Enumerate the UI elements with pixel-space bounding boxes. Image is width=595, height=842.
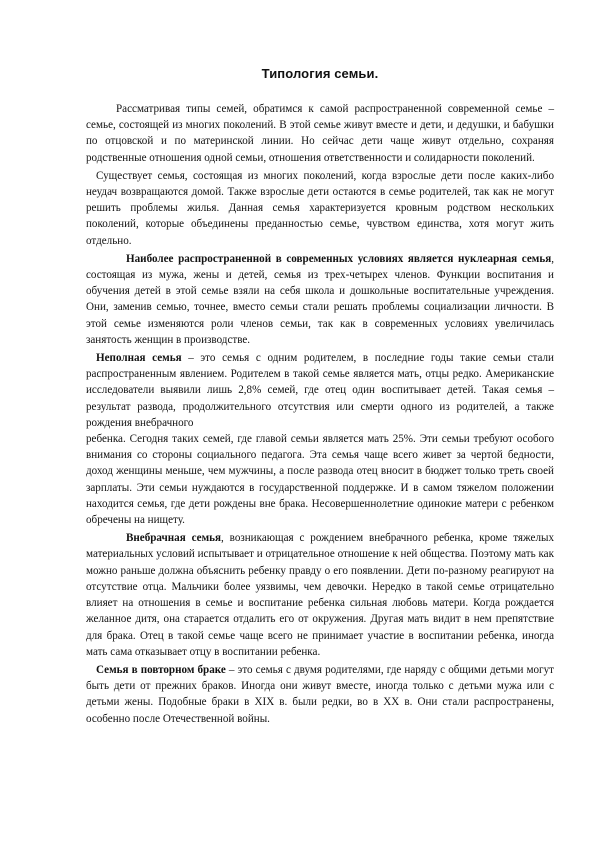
paragraph-single-parent-continued [86,431,554,528]
paragraph-remarriage [86,662,554,727]
paragraph-intro [86,101,554,166]
paragraph-text: , возникающая с рождением внебрачного ребенка, кроме тяжелых материальных условий испытывает и отрицательное отношение к ней общества. Поэтому мать как можно раньше должна объяснить ребенку правду о его появлении. Дети по-разному реагируют на отсутствие отца. Мальчики более уязвимы, чем девочки. Нередко в такой семье отрицательно влияет на отношения в семье и воспитание ребенка сильная любовь матери. Когда рождается желанное дитя, она старается отдалить его от окружения. Другая мать видит в нем препятствие для брака. Отец в такой семье чаще всего не принимает участие в воспитании ребенка, иногда мать сама отказывает отцу в воспитании ребенка. [86,532,554,658]
paragraph-text: – это семья с двумя родителями, где наряду с общими детьми могут быть дети от прежних браков. Иногда они живут вместе, иногда только с детьми мужа или с детьми жены. Подобные браки в XIX в. были редки, во в XX в. Они стали распространены, особенно после Отечественной войны. [86,663,554,725]
paragraph-multigenerational [86,168,554,249]
paragraph-term: Внебрачная семья [126,532,222,545]
document-body [86,101,554,727]
paragraph-text: Существует семья, состоящая из многих поколений, когда взрослые дети после каких-либо неудач возвращаются домой. Также взрослые дети остаются в семье родителей, так как не могут решить проблемы жилья. Данная семья характеризуется кровным родством нескольких поколений, которые объединены преданностью семье, чувством единства, хотя могут жить отдельно. [86,169,554,247]
paragraph-text: ребенка. Сегодня таких семей, где главой семьи является мать 25%. Эти семьи требуют особого внимания со стороны социального педагога. Эта семья чаще всего живет за чертой бедности, доход женщины меньше, чем мужчины, а после развода отец вносит в бюджет только треть своей зарплаты. Эти семьи нуждаются в государственной поддержке. И в самом тяжелом положении находится семья, где дети рождены вне брака. Несовершеннолетние одинокие матери с ребенком обречены на нищету. [86,433,554,527]
paragraph-text: – это семья с одним родителем, в последние годы такие семьи стали распространенным явлением. Родителем в такой семье является мать, отцы редко. Американские исследователи выявили лишь 2,8% семей, где отец один воспитывает детей. Такая семья – результат развода, продолжительного отсутствия или смерти одного из родителей, а также рождения внебрачного [86,352,554,429]
document-page [86,66,554,727]
paragraph-extramarital [86,530,554,660]
paragraph-nuclear-family [86,251,554,348]
paragraph-term: Наиболее распространенной в современных условиях является нуклеарная семья [126,252,552,265]
paragraph-text: , состоящая из мужа, жены и детей, семья из трех-четырех членов. Функции воспитания и обучения детей в этой семье взяли на себя школа и дошкольные воспитательные учреждения. Они, заменив семью, точнее, вместо семьи стали решать проблемы социализации личности. В этой семье изменяются роли членов семьи, так как в современных условиях увеличилась занятость женщин в производстве. [86,252,554,346]
paragraph-term: Неполная семья [96,352,182,365]
paragraph-single-parent [86,350,554,431]
paragraph-term: Семья в повторном браке [96,663,226,676]
document-title: Типология семьи. [261,66,379,81]
paragraph-text: Рассматривая типы семей, обратимся к самой распространенной современной семье – семье, состоящей из многих поколений. В этой семье живут вместе и дети, и дедушки, и бабушки по отцовской и по материнской линии. Но сейчас дети чаще живут отдельно, сохраняя родственные отношения одной семьи, отношения ответственности и солидарности поколений. [86,103,554,164]
